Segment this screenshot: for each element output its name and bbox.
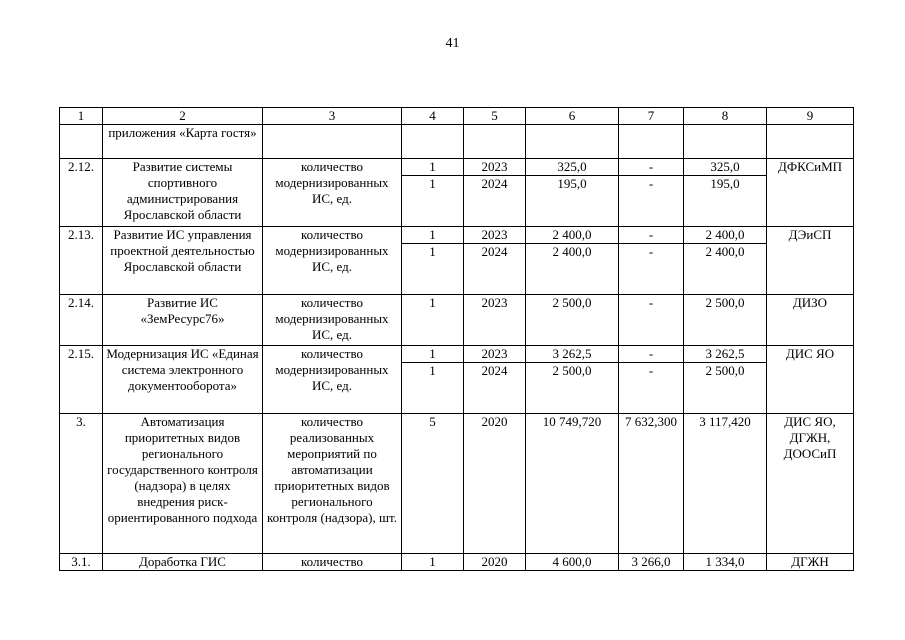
cell-total: 325,0	[526, 159, 619, 176]
cell-executor: ДФКСиМП	[767, 159, 854, 227]
cell-federal: -	[619, 227, 684, 244]
cell-year: 2024	[464, 363, 526, 414]
cell-value: 5	[402, 414, 464, 554]
cell-total: 2 500,0	[526, 295, 619, 346]
cell-total: 2 500,0	[526, 363, 619, 414]
cell-regional: 195,0	[684, 176, 767, 227]
cell-total: 4 600,0	[526, 554, 619, 571]
cell-value: 1	[402, 554, 464, 571]
cell-empty	[526, 125, 619, 159]
cell-num	[60, 125, 103, 159]
cell-federal: -	[619, 295, 684, 346]
cell-year: 2023	[464, 159, 526, 176]
col-header: 2	[103, 108, 263, 125]
col-header: 9	[767, 108, 854, 125]
col-header: 7	[619, 108, 684, 125]
cell-federal: -	[619, 346, 684, 363]
cell-year: 2024	[464, 244, 526, 295]
cell-federal: -	[619, 176, 684, 227]
cell-regional: 2 400,0	[684, 244, 767, 295]
cell-num: 2.14.	[60, 295, 103, 346]
cell-executor: ДЭиСП	[767, 227, 854, 295]
cell-regional: 3 117,420	[684, 414, 767, 554]
cell-value: 1	[402, 159, 464, 176]
cell-total: 2 400,0	[526, 227, 619, 244]
cell-indicator: количество модернизированных ИС, ед.	[263, 159, 402, 227]
cell-num: 3.	[60, 414, 103, 554]
cell-regional: 3 262,5	[684, 346, 767, 363]
cell-value: 1	[402, 244, 464, 295]
cell-federal: -	[619, 159, 684, 176]
cell-indicator: количество модернизированных ИС, ед.	[263, 295, 402, 346]
cell-indicator: количество	[263, 554, 402, 571]
cell-num: 2.15.	[60, 346, 103, 414]
cell-empty	[402, 125, 464, 159]
cell-year: 2023	[464, 295, 526, 346]
cell-value: 1	[402, 176, 464, 227]
col-header: 8	[684, 108, 767, 125]
cell-value: 1	[402, 346, 464, 363]
cell-year: 2023	[464, 346, 526, 363]
cell-executor: ДИС ЯО, ДГЖН, ДООСиП	[767, 414, 854, 554]
cell-indicator: количество модернизированных ИС, ед.	[263, 346, 402, 414]
cell-value: 1	[402, 363, 464, 414]
cell-empty	[767, 125, 854, 159]
cell-num: 2.12.	[60, 159, 103, 227]
cell-num: 2.13.	[60, 227, 103, 295]
table-row	[60, 295, 854, 346]
cell-year: 2024	[464, 176, 526, 227]
cell-year: 2023	[464, 227, 526, 244]
cell-name: приложения «Карта гостя»	[103, 125, 263, 159]
col-header: 1	[60, 108, 103, 125]
cell-indicator: количество модернизированных ИС, ед.	[263, 227, 402, 295]
cell-empty	[619, 125, 684, 159]
cell-total: 2 400,0	[526, 244, 619, 295]
cell-indicator	[263, 125, 402, 159]
cell-name: Развитие ИС управления проектной деятельностью Ярославской области	[103, 227, 263, 295]
cell-value: 1	[402, 227, 464, 244]
table-row	[60, 227, 854, 244]
cell-regional: 1 334,0	[684, 554, 767, 571]
cell-name: Доработка ГИС	[103, 554, 263, 571]
cell-year: 2020	[464, 414, 526, 554]
table-row	[60, 159, 854, 176]
cell-executor: ДИЗО	[767, 295, 854, 346]
col-header: 5	[464, 108, 526, 125]
cell-executor: ДИС ЯО	[767, 346, 854, 414]
cell-federal: -	[619, 244, 684, 295]
cell-regional: 2 400,0	[684, 227, 767, 244]
page-number: 41	[445, 36, 460, 51]
col-header: 6	[526, 108, 619, 125]
cell-name: Модернизация ИС «Единая система электронного документооборота»	[103, 346, 263, 414]
program-table	[59, 107, 854, 571]
cell-indicator: количество реализованных мероприятий по автоматизации приоритетных видов регионального контроля (надзора), шт.	[263, 414, 402, 554]
cell-name: Развитие системы спортивного администрирования Ярославской области	[103, 159, 263, 227]
cell-total: 3 262,5	[526, 346, 619, 363]
table-row	[60, 125, 854, 159]
header-row	[60, 108, 854, 125]
cell-year: 2020	[464, 554, 526, 571]
cell-empty	[464, 125, 526, 159]
cell-num: 3.1.	[60, 554, 103, 571]
table-row	[60, 346, 854, 363]
cell-executor: ДГЖН	[767, 554, 854, 571]
table-row	[60, 554, 854, 571]
table-row	[60, 414, 854, 554]
cell-empty	[684, 125, 767, 159]
cell-regional: 325,0	[684, 159, 767, 176]
cell-federal: 7 632,300	[619, 414, 684, 554]
col-header: 4	[402, 108, 464, 125]
cell-federal: 3 266,0	[619, 554, 684, 571]
cell-federal: -	[619, 363, 684, 414]
cell-total: 195,0	[526, 176, 619, 227]
col-header: 3	[263, 108, 402, 125]
cell-regional: 2 500,0	[684, 363, 767, 414]
cell-total: 10 749,720	[526, 414, 619, 554]
cell-regional: 2 500,0	[684, 295, 767, 346]
cell-name: Автоматизация приоритетных видов регионального государственного контроля (надзора) в целях внедрения риск-ориентированного подхода	[103, 414, 263, 554]
cell-value: 1	[402, 295, 464, 346]
cell-name: Развитие ИС «ЗемРесурс76»	[103, 295, 263, 346]
